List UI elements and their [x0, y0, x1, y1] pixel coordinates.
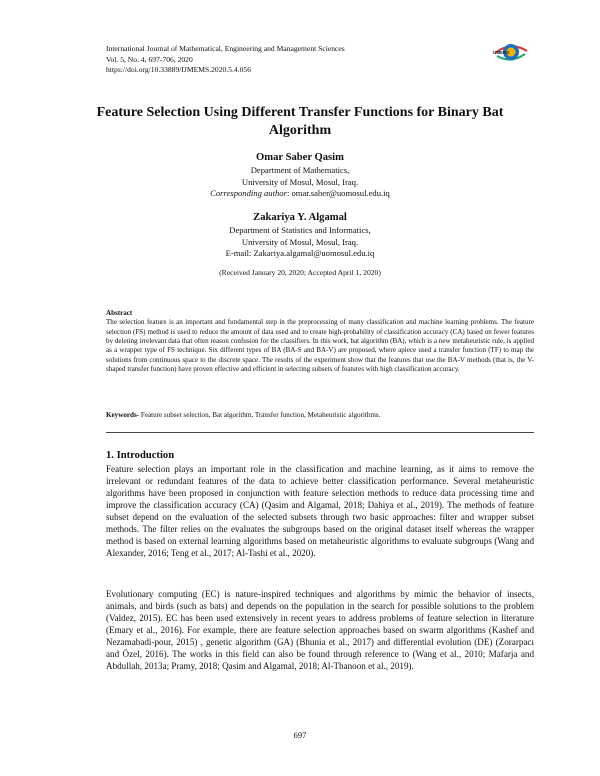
keywords-label: Keywords- [106, 411, 140, 419]
author-affiliation-line: University of Mosul, Mosul, Iraq. [241, 176, 359, 187]
section-heading: 1. Introduction [106, 450, 175, 461]
journal-name: International Journal of Mathematical, Engineering and Management Sciences [106, 44, 345, 53]
journal-header [106, 44, 345, 76]
abstract-heading: Abstract [106, 309, 133, 317]
intro-paragraph-2: Evolutionary computing (EC) is nature-inspired techniques and algorithms by mimic the behavior of insects, animals, and birds (such as bats) and depends on the population in the search for possible solutions to the problem (Valdez, 2015). EC has been used extensively in recent years to address problems of feature selection in literature (Emary et al., 2016). For example, there are feature selection approaches based on swarm algorithms (Kashef and Nezamabadi-pour, 2015) , genetic algorithm (GA) (Bhunia et al., 2017) and differential evolution (DE) (Zorarpacı and Özel, 2016). The works in this field can also be found through reference to (Wang et al., 2010; Mafarja and Abdullah, 2013a; Pramy, 2018; Qasim and Algamal, 2018; Al-Thanoon et al., 2019). [106, 589, 534, 671]
keywords [106, 411, 534, 420]
abstract-text: The selection feature is an important and fundamental step in the preprocessing of many classification and machine learning problems. The feature selection (FS) method is used to reduce the amount of data used and to create high-probability of classification accuracy (CA) based on fewer features by deleting irrelevant data that often reason confusion for the classifiers. In this work, bat algorithm (BA), which is a new metaheuristic rule, is applied as a wrapper type of FS technique. Six different types of BA (BA-S and BA-V) are proposed, where apiece used a transfer function (TF) to map the solutions from continuous space to the discrete space. The results of the experiment show that the features that use the BA-V methods (that is, the V-shaped transfer function) have proven effective and efficient in selecting subsets of features with high classification accuracy. [106, 318, 534, 374]
corresponding-label: Corresponding author [210, 188, 287, 198]
author-email: E-mail: Zakariya.algamal@uomosul.edu.iq [225, 248, 375, 258]
author-block-2 [100, 211, 500, 260]
author-name: Zakariya Y. Algamal [253, 212, 347, 223]
author-contact [100, 188, 500, 200]
journal-volume: Vol. 5, No. 4, 697-706, 2020 [106, 54, 193, 64]
paper-title: Feature Selection Using Different Transfer Functions for Binary Bat Algorithm [96, 105, 504, 138]
author-affiliation-line: Department of Statistics and Informatics, [229, 225, 371, 235]
journal-logo-graphic [491, 37, 531, 67]
journal-logo-text: IJMEMS [493, 50, 510, 55]
author-affiliation-line: University of Mosul, Mosul, Iraq. [241, 236, 359, 247]
corresponding-email: : omar.saber@uomosul.edu.iq [286, 188, 390, 198]
author-block-1 [100, 151, 500, 200]
section-divider [106, 432, 534, 433]
author-affiliation-line: Department of Mathematics, [250, 165, 350, 175]
author-name: Omar Saber Qasim [256, 152, 344, 163]
page-number: 697 [293, 730, 307, 740]
received-dates: (Received January 20, 2020; Accepted April 1, 2020) [219, 268, 381, 277]
journal-doi: https://doi.org/10.33889/IJMEMS.2020.5.4.056 [106, 65, 251, 74]
journal-logo [491, 37, 531, 67]
abstract [106, 309, 534, 374]
keywords-text: Feature subset selection, Bat algorithm, Transfer function, Metaheuristic algorithms. [139, 411, 381, 419]
intro-paragraph-1: Feature selection plays an important role in the classification and machine learning, as it aims to remove the irrelevant or redundant features of the data to achieve better classification performance. Several metaheuristic algorithms have been proposed in conjunction with feature selection methods to reduce data processing time and improve the classification accuracy (CA) (Qasim and Algamal, 2018; Dahiya et al., 2019). The methods of feature subset depend on the evaluation of the selected subsets through two basic approaches: filter and wrapper subset methods. The filter relies on the evaluates the subgroups based on the original dataset itself whereas the wrapper method is based on external learning algorithms based on metaheuristic algorithms to evaluate subgroups (Wang and Alexander, 2016; Teng et al., 2017; Al-Tashi et al., 2020). [106, 464, 534, 558]
